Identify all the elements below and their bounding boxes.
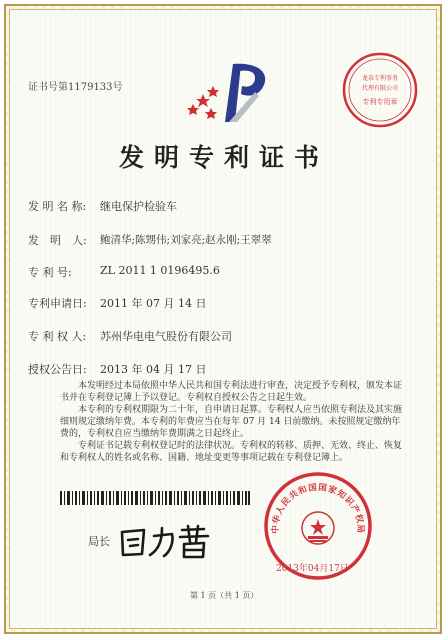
svg-text:专利专用章: 专利专用章 — [362, 98, 398, 106]
patent-number-label: 专 利 号: — [28, 266, 72, 279]
agency-seal-icon — [340, 50, 420, 130]
invention-name-value: 继电保护检验车 — [100, 200, 177, 213]
patent-number-value: ZL 2011 1 0196495.6 — [100, 264, 220, 277]
certificate-number: 证书号第1179133号 — [28, 82, 123, 93]
seal-date: 2013年04月17日 — [276, 564, 349, 574]
grant-date-value: 2013 年 04 月 17 日 — [100, 363, 207, 376]
svg-text:代理有限公司: 代理有限公司 — [361, 85, 399, 92]
body-paragraph-1: 本发明经过本局依照中华人民共和国专利法进行审查，决定授予专利权，颁发本证书并在专利登记簿上予以登记。专利权自授权公告之日起生效。 — [60, 381, 403, 403]
grant-date-label: 授权公告日: — [28, 363, 87, 376]
page-title: 发明专利证书 — [118, 143, 329, 172]
page-footer: 第 1 页（共 1 页） — [190, 591, 259, 600]
patentee-value: 苏州华电电气股份有限公司 — [100, 330, 232, 343]
director-label: 局长 — [88, 535, 110, 548]
patentee-label: 专 利 权 人: — [28, 330, 87, 343]
filing-date-value: 2011 年 07 月 14 日 — [100, 297, 207, 310]
filing-date-label: 专利申请日: — [28, 297, 87, 310]
seal-text: 中华人民共和国国家知识产权局 — [270, 482, 366, 534]
invention-name-label: 发 明 名 称: — [28, 200, 87, 213]
director-signature-icon — [118, 524, 213, 560]
svg-text:龙泉专利事务: 龙泉专利事务 — [361, 75, 399, 82]
body-paragraph-3: 专利证书记载专利权登记时的法律状况。专利权的转移、质押、无效、终止、恢复和专利权人的姓名或名称、国籍、地址变更等事项记载在专利登记簿上。 — [60, 441, 403, 463]
inventors-value: 鲍清华;陈甥伟;刘家亮;赵永刚;王翠翠 — [100, 234, 272, 246]
barcode-icon — [60, 491, 250, 505]
body-paragraph-2: 本专利的专利权期限为二十年，自申请日起算。专利权人应当依照专利法及其实施细则规定缴纳年费。本专利的年费应当在每年 07 月 14 日前缴纳。未按照规定缴纳年费的，专利权自应当缴纳年费期满之日起终止。 — [60, 405, 403, 439]
inventors-label: 发 明 人: — [28, 234, 87, 247]
certificate-body — [60, 380, 405, 464]
sipo-emblem-icon — [185, 52, 280, 127]
